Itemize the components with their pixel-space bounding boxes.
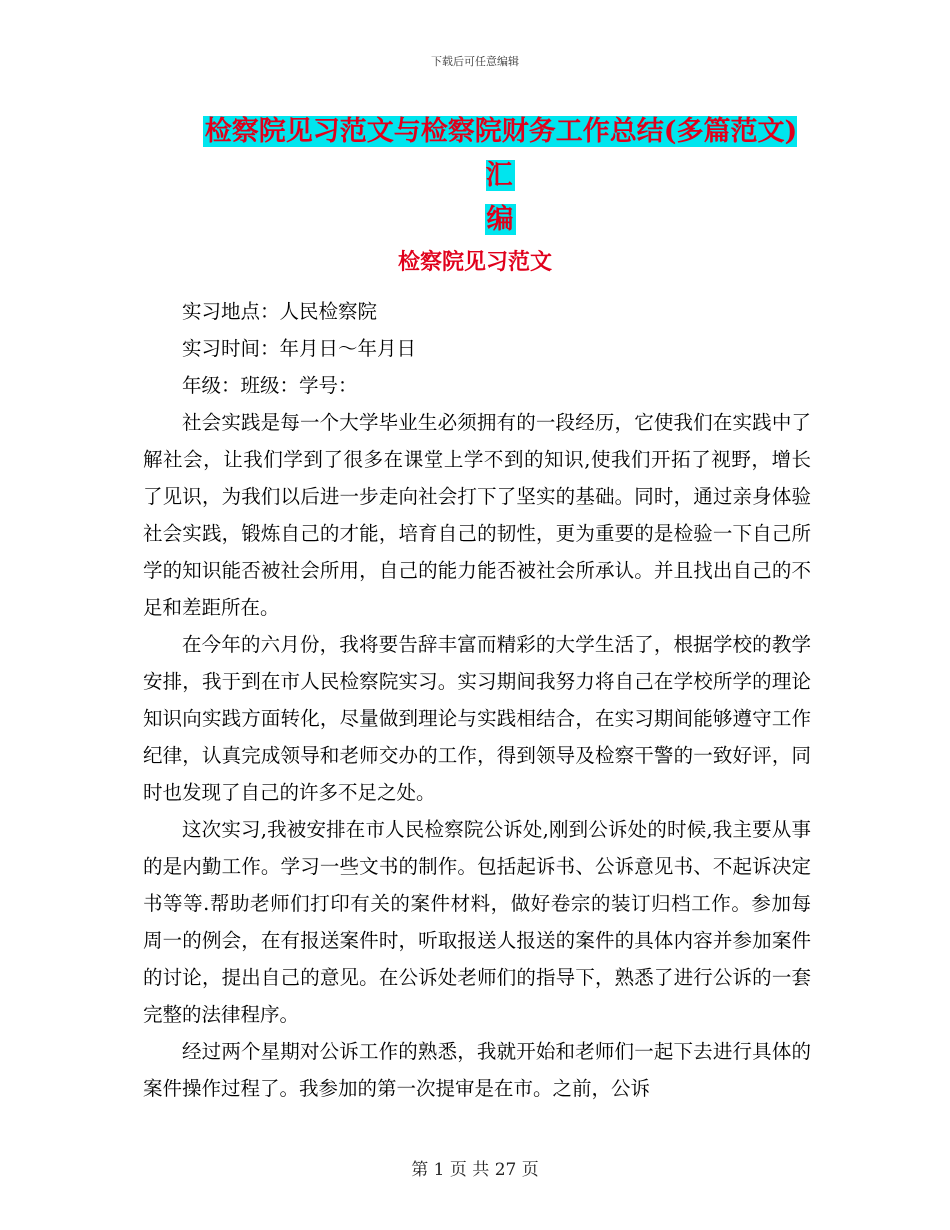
document-title	[190, 110, 810, 242]
section-title: 检察院见习范文	[397, 249, 552, 275]
paragraph-grade: 年级：班级：学号：	[182, 374, 358, 397]
page-footer: 第 1 页 共 27 页	[411, 1160, 539, 1180]
paragraph-location: 实习地点：人民检察院	[182, 300, 378, 323]
document-body	[143, 293, 811, 1107]
paragraph: 社会实践是每一个大学毕业生必须拥有的一段经历，它使我们在实践中了解社会，让我们学到了很多在课堂上学不到的知识,使我们开拓了视野，增长了见识，为我们以后进一步走向社会打下了坚实的基础。同时，通过亲身体验社会实践，锻炼自己的才能，培育自己的韧性，更为重要的是检验一下自己所学的知识能否被社会所用，自己的能力能否被社会所承认。并且找出自己的不足和差距所在。	[143, 411, 811, 619]
paragraph-time: 实习时间：年月日～年月日	[182, 337, 417, 360]
header-note: 下载后可任意编辑	[431, 55, 519, 68]
title-line-2: 编	[486, 204, 514, 235]
paragraph: 经过两个星期对公诉工作的熟悉，我就开始和老师们一起下去进行具体的案件操作过程了。我参加的第一次提审是在市。之前，公诉	[143, 1040, 811, 1100]
title-line-1: 检察院见习范文与检察院财务工作总结(多篇范文)汇	[204, 116, 798, 191]
paragraph: 在今年的六月份，我将要告辞丰富而精彩的大学生活了，根据学校的教学安排，我于到在市人民检察院实习。实习期间我努力将自己在学校所学的理论知识向实践方面转化，尽量做到理论与实践相结合，在实习期间能够遵守工作纪律，认真完成领导和老师交办的工作，得到领导及检察干警的一致好评，同时也发现了自己的许多不足之处。	[143, 633, 811, 804]
paragraph: 这次实习,我被安排在市人民检察院公诉处,刚到公诉处的时候,我主要从事的是内勤工作。学习一些文书的制作。包括起诉书、公诉意见书、不起诉决定书等等.帮助老师们打印有关的案件材料，做好卷宗的装订归档工作。参加每周一的例会，在有报送案件时，听取报送人报送的案件的具体内容并参加案件的讨论，提出自己的意见。在公诉处老师们的指导下，熟悉了进行公诉的一套完整的法律程序。	[143, 818, 811, 1026]
